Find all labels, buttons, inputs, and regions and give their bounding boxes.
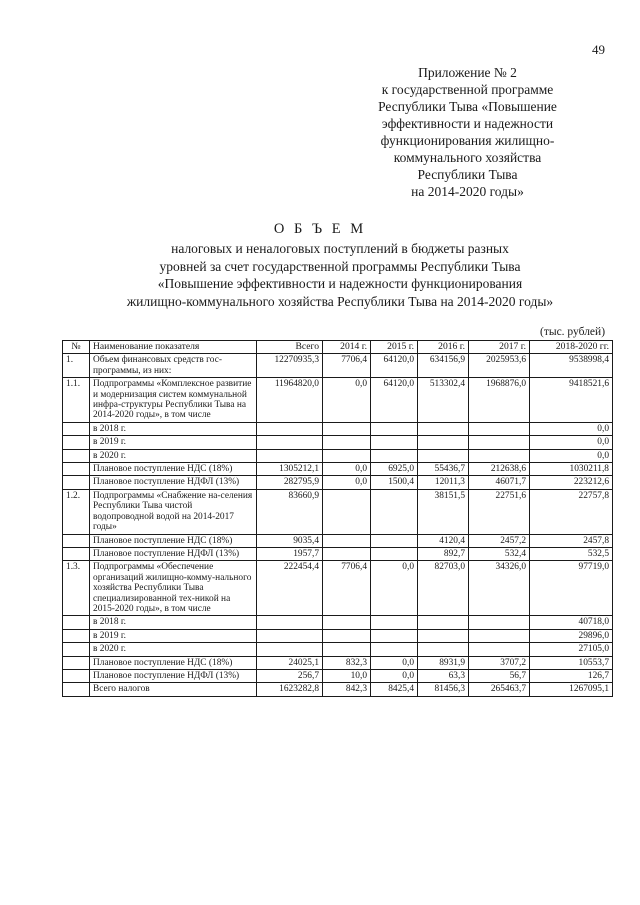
- cell-2016: 82703,0: [418, 561, 469, 616]
- cell-2016: 55436,7: [418, 463, 469, 476]
- cell-2017: 1968876,0: [469, 378, 530, 423]
- cell-2014: 7706,4: [323, 354, 371, 378]
- cell-total: 282795,9: [257, 476, 323, 489]
- cell-2015: [371, 629, 418, 642]
- cell-2014: [323, 436, 371, 449]
- cell-2015: [371, 489, 418, 534]
- header-total: Всего: [257, 341, 323, 354]
- table-body: [63, 354, 613, 696]
- cell-2017: [469, 436, 530, 449]
- cell-2018-2020: 29896,0: [530, 629, 613, 642]
- cell-2015: 0,0: [371, 561, 418, 616]
- table-row: [63, 449, 613, 462]
- cell-indicator: Всего налогов: [90, 683, 257, 696]
- cell-total: 222454,4: [257, 561, 323, 616]
- cell-total: [257, 436, 323, 449]
- table-row: [63, 643, 613, 656]
- cell-2017: [469, 616, 530, 629]
- table-row: [63, 561, 613, 616]
- cell-2014: [323, 616, 371, 629]
- cell-2014: 10,0: [323, 669, 371, 682]
- cell-total: 1623282,8: [257, 683, 323, 696]
- appendix-line: к государственной программе: [381, 82, 554, 97]
- cell-2018-2020: 97719,0: [530, 561, 613, 616]
- cell-2014: 7706,4: [323, 561, 371, 616]
- cell-2016: 12011,3: [418, 476, 469, 489]
- cell-indicator: в 2019 г.: [90, 629, 257, 642]
- appendix-line: коммунального хозяйства: [393, 150, 542, 165]
- cell-total: 83660,9: [257, 489, 323, 534]
- cell-2015: [371, 436, 418, 449]
- cell-2015: 64120,0: [371, 378, 418, 423]
- cell-number: [63, 476, 90, 489]
- table-row: [63, 534, 613, 547]
- cell-2016: 634156,9: [418, 354, 469, 378]
- cell-2018-2020: 126,7: [530, 669, 613, 682]
- appendix-header: [345, 64, 590, 200]
- cell-indicator: Плановое поступление НДС (18%): [90, 656, 257, 669]
- cell-indicator: Плановое поступление НДФЛ (13%): [90, 476, 257, 489]
- document-subtitle: [70, 240, 610, 310]
- table-row: [63, 629, 613, 642]
- header-number: №: [63, 341, 90, 354]
- cell-2015: 6925,0: [371, 463, 418, 476]
- cell-2015: 0,0: [371, 656, 418, 669]
- cell-2018-2020: 10553,7: [530, 656, 613, 669]
- cell-indicator: в 2019 г.: [90, 436, 257, 449]
- header-2016: 2016 г.: [418, 341, 469, 354]
- revenue-table: [62, 340, 613, 697]
- cell-2017: 265463,7: [469, 683, 530, 696]
- cell-indicator: в 2020 г.: [90, 449, 257, 462]
- table-header-row: [63, 341, 613, 354]
- cell-2017: 2025953,6: [469, 354, 530, 378]
- cell-2015: [371, 547, 418, 560]
- cell-2017: 46071,7: [469, 476, 530, 489]
- appendix-line: Республики Тыва: [417, 167, 518, 182]
- cell-number: [63, 616, 90, 629]
- header-2014: 2014 г.: [323, 341, 371, 354]
- cell-2016: [418, 616, 469, 629]
- cell-number: 1.: [63, 354, 90, 378]
- cell-2015: 0,0: [371, 669, 418, 682]
- cell-number: [63, 422, 90, 435]
- cell-2018-2020: 9538998,4: [530, 354, 613, 378]
- cell-2017: 34326,0: [469, 561, 530, 616]
- cell-2018-2020: 2457,8: [530, 534, 613, 547]
- cell-2018-2020: 22757,8: [530, 489, 613, 534]
- appendix-line: Приложение № 2: [418, 65, 517, 80]
- cell-total: [257, 616, 323, 629]
- cell-indicator: Подпрограммы «Комплексное развитие и модернизация систем коммунальной инфра-структуры Республики Тыва на 2014-2020 годы», в том числе: [90, 378, 257, 423]
- cell-2016: [418, 643, 469, 656]
- cell-2014: [323, 422, 371, 435]
- cell-2018-2020: 532,5: [530, 547, 613, 560]
- cell-number: 1.3.: [63, 561, 90, 616]
- appendix-line: функционирования жилищно-: [380, 133, 555, 148]
- cell-2017: 3707,2: [469, 656, 530, 669]
- cell-indicator: Плановое поступление НДФЛ (13%): [90, 669, 257, 682]
- cell-number: [63, 683, 90, 696]
- cell-total: 256,7: [257, 669, 323, 682]
- subtitle-line: уровней за счет государственной программы Республики Тыва: [159, 258, 521, 274]
- header-2015: 2015 г.: [371, 341, 418, 354]
- cell-indicator: Плановое поступление НДС (18%): [90, 463, 257, 476]
- header-indicator: Наименование показателя: [90, 341, 257, 354]
- table-row: [63, 354, 613, 378]
- cell-total: 11964820,0: [257, 378, 323, 423]
- table-row: [63, 669, 613, 682]
- cell-2017: [469, 629, 530, 642]
- cell-2018-2020: 9418521,6: [530, 378, 613, 423]
- cell-number: [63, 449, 90, 462]
- cell-indicator: в 2020 г.: [90, 643, 257, 656]
- cell-2015: 64120,0: [371, 354, 418, 378]
- cell-2017: [469, 643, 530, 656]
- cell-total: 9035,4: [257, 534, 323, 547]
- cell-total: 1957,7: [257, 547, 323, 560]
- table-row: [63, 656, 613, 669]
- cell-2018-2020: 223212,6: [530, 476, 613, 489]
- cell-2018-2020: 0,0: [530, 422, 613, 435]
- page-number: 49: [592, 42, 605, 57]
- table-row: [63, 422, 613, 435]
- cell-2018-2020: 0,0: [530, 449, 613, 462]
- cell-number: 1.2.: [63, 489, 90, 534]
- cell-indicator: Плановое поступление НДФЛ (13%): [90, 547, 257, 560]
- cell-2016: 8931,9: [418, 656, 469, 669]
- cell-2016: 892,7: [418, 547, 469, 560]
- cell-2016: 63,3: [418, 669, 469, 682]
- subtitle-line: жилищно-коммунального хозяйства Республики Тыва на 2014-2020 годы»: [126, 293, 554, 309]
- cell-2015: [371, 449, 418, 462]
- cell-2014: 842,3: [323, 683, 371, 696]
- cell-number: [63, 669, 90, 682]
- cell-number: 1.1.: [63, 378, 90, 423]
- cell-total: [257, 643, 323, 656]
- cell-2015: 8425,4: [371, 683, 418, 696]
- cell-2016: [418, 449, 469, 462]
- cell-number: [63, 643, 90, 656]
- cell-2016: [418, 436, 469, 449]
- cell-2014: 832,3: [323, 656, 371, 669]
- cell-2015: [371, 422, 418, 435]
- cell-2014: [323, 534, 371, 547]
- document-title: О Б Ъ Е М: [273, 221, 367, 237]
- appendix-line: Республики Тыва «Повышение: [378, 99, 557, 114]
- table-row: [63, 489, 613, 534]
- cell-2014: [323, 489, 371, 534]
- cell-number: [63, 629, 90, 642]
- cell-number: [63, 534, 90, 547]
- cell-2015: [371, 534, 418, 547]
- cell-2016: [418, 422, 469, 435]
- cell-2018-2020: 1030211,8: [530, 463, 613, 476]
- header-2018-2020: 2018-2020 гг.: [530, 341, 613, 354]
- cell-2017: 532,4: [469, 547, 530, 560]
- cell-2014: [323, 643, 371, 656]
- cell-2018-2020: 40718,0: [530, 616, 613, 629]
- cell-2017: [469, 449, 530, 462]
- cell-indicator: Плановое поступление НДС (18%): [90, 534, 257, 547]
- header-2017: 2017 г.: [469, 341, 530, 354]
- cell-number: [63, 656, 90, 669]
- cell-2014: [323, 629, 371, 642]
- cell-2014: [323, 449, 371, 462]
- cell-2014: 0,0: [323, 476, 371, 489]
- cell-total: 1305212,1: [257, 463, 323, 476]
- units-label: (тыс. рублей): [540, 326, 606, 338]
- table-row: [63, 463, 613, 476]
- cell-2016: 513302,4: [418, 378, 469, 423]
- cell-total: [257, 449, 323, 462]
- cell-2017: [469, 422, 530, 435]
- cell-2016: 38151,5: [418, 489, 469, 534]
- cell-indicator: в 2018 г.: [90, 616, 257, 629]
- cell-2018-2020: 27105,0: [530, 643, 613, 656]
- cell-2016: 81456,3: [418, 683, 469, 696]
- subtitle-line: налоговых и неналоговых поступлений в бюджеты разных: [171, 241, 509, 256]
- cell-total: [257, 422, 323, 435]
- cell-2016: [418, 629, 469, 642]
- cell-2015: [371, 643, 418, 656]
- table-row: [63, 683, 613, 696]
- cell-2016: 4120,4: [418, 534, 469, 547]
- table-row: [63, 476, 613, 489]
- cell-number: [63, 436, 90, 449]
- table-row: [63, 547, 613, 560]
- cell-2017: 2457,2: [469, 534, 530, 547]
- cell-indicator: Подпрограммы «Снабжение на-селения Республики Тыва чистой водопроводной водой на 2014-2017 годы»: [90, 489, 257, 534]
- cell-2017: 56,7: [469, 669, 530, 682]
- cell-2014: [323, 547, 371, 560]
- cell-2018-2020: 1267095,1: [530, 683, 613, 696]
- table-row: [63, 378, 613, 423]
- cell-total: 12270935,3: [257, 354, 323, 378]
- subtitle-line: «Повышение эффективности и надежности функционирования: [157, 276, 523, 291]
- cell-number: [63, 547, 90, 560]
- cell-indicator: Объем финансовых средств гос-программы, из них:: [90, 354, 257, 378]
- cell-2015: [371, 616, 418, 629]
- cell-2014: 0,0: [323, 378, 371, 423]
- cell-number: [63, 463, 90, 476]
- cell-2015: 1500,4: [371, 476, 418, 489]
- cell-2018-2020: 0,0: [530, 436, 613, 449]
- cell-indicator: Подпрограммы «Обеспечение организаций жилищно-комму-нального хозяйства Республики Тыва специализированной тех-никой на 2015-2020 годы», в том числе: [90, 561, 257, 616]
- cell-2017: 212638,6: [469, 463, 530, 476]
- table-row: [63, 436, 613, 449]
- appendix-line: эффективности и надежности: [381, 116, 554, 131]
- cell-2017: 22751,6: [469, 489, 530, 534]
- cell-total: 24025,1: [257, 656, 323, 669]
- appendix-line: на 2014-2020 годы»: [411, 184, 524, 199]
- cell-indicator: в 2018 г.: [90, 422, 257, 435]
- table-row: [63, 616, 613, 629]
- cell-total: [257, 629, 323, 642]
- cell-2014: 0,0: [323, 463, 371, 476]
